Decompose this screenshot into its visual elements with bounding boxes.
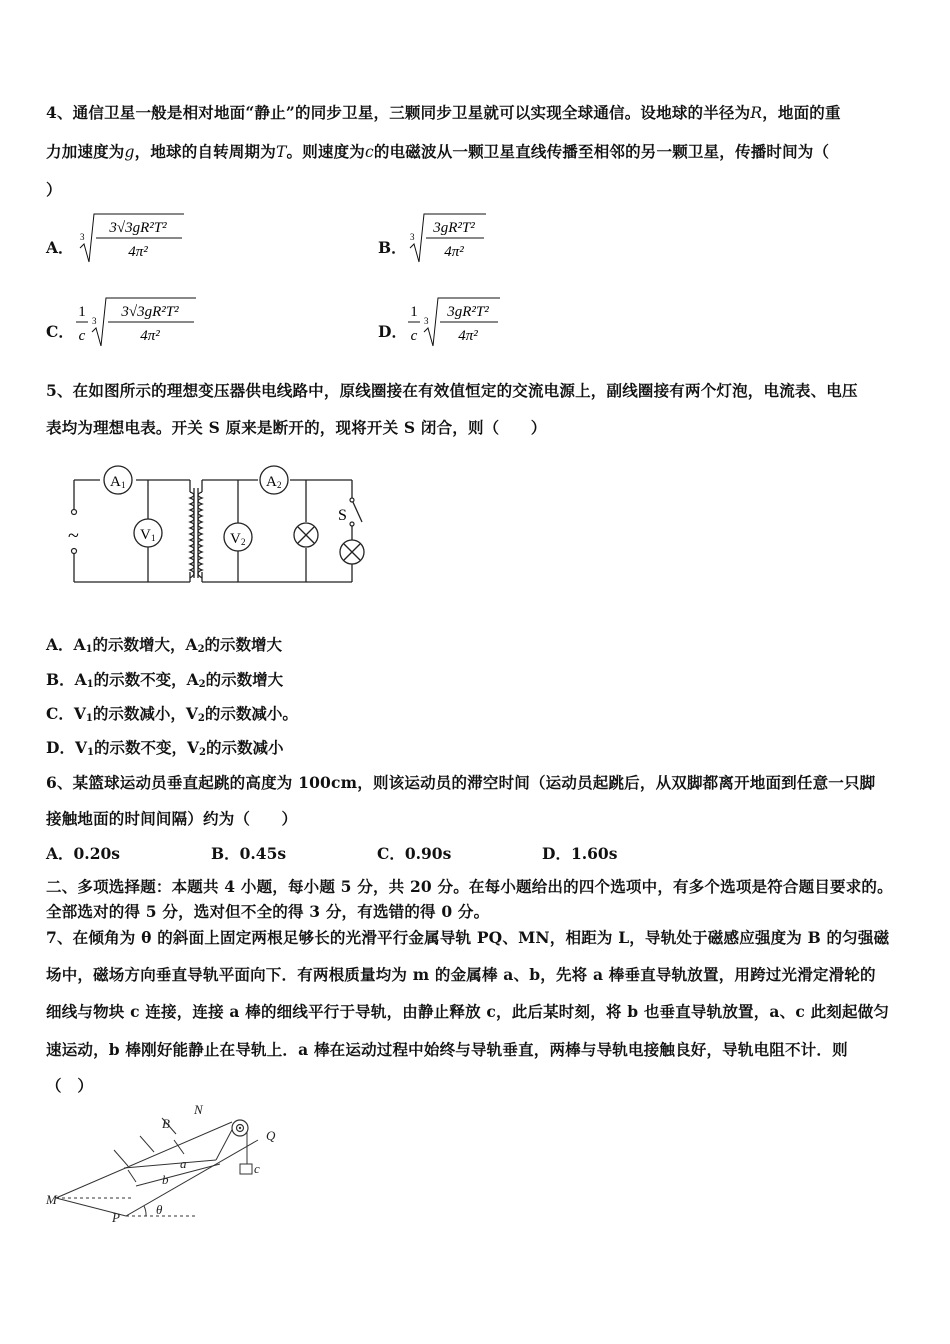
q5-a-sub1: 1	[85, 644, 93, 655]
q5-a-sub2: 2	[197, 644, 205, 655]
q4-text-2c: 。则速度为	[286, 142, 366, 161]
q5-a-1: A．A	[46, 635, 86, 654]
label-n: N	[194, 1102, 203, 1117]
label-q: Q	[266, 1128, 276, 1143]
q4-option-b-label: B．	[378, 238, 407, 257]
q7-incline-diagram	[44, 1100, 294, 1230]
q6-option-a: A．0.20s	[46, 844, 121, 863]
q4-a-denominator: 4π²	[128, 244, 148, 260]
q4-c-numerator: 3√3gR²T²	[121, 304, 179, 320]
q5-a-2: 的示数增大，A	[92, 635, 198, 654]
cube-index: 3	[424, 316, 429, 326]
q4-d-numerator: 3gR²T²	[447, 304, 489, 320]
q5-b-1: B．A	[46, 670, 87, 689]
q4-line-3: ）	[46, 180, 62, 199]
q5-option-d	[46, 736, 283, 758]
q6-line-1: 6、某篮球运动员垂直起跳的高度为 100cm，则该运动员的滞空时间（运动员起跳后，从双脚都离开地面到任意一只脚	[46, 773, 876, 792]
q4-a-numerator: 3√3gR²T²	[109, 220, 167, 236]
q7-line-1: 7、在倾角为 θ 的斜面上固定两根足够长的光滑平行金属导轨 PQ、MN，相距为 L，导轨处于磁感应强度为 B 的匀强磁	[46, 928, 890, 947]
q5-d-sub2: 2	[198, 747, 206, 758]
q4-option-a-formula	[76, 210, 186, 266]
q7-line-5: （ ）	[46, 1076, 94, 1095]
q4-option-d-label: D．	[378, 322, 407, 341]
block-c-icon	[240, 1164, 252, 1174]
q4-text-1-end: ，地面的重	[762, 103, 841, 122]
a1-sub: 1	[121, 480, 126, 490]
q4-option-d-formula	[406, 294, 506, 350]
v1-letter: V	[140, 527, 151, 543]
q6-option-c: C．0.90s	[377, 844, 452, 863]
ammeter-a2	[260, 466, 288, 494]
label-c: c	[254, 1161, 260, 1176]
q5-d-2: 的示数不变，V	[93, 738, 199, 757]
voltmeter-v1	[134, 519, 162, 547]
lamp-2-icon	[340, 540, 364, 564]
q7-line-3: 细线与物块 c 连接，连接 a 棒的细线平行于导轨，由静止释放 c，此后某时刻，将 b 也垂直导轨放置，a、c 此刻起做匀	[46, 1002, 890, 1021]
a2-sub: 2	[277, 480, 282, 490]
a2-letter: A	[266, 474, 277, 490]
q5-a-3: 的示数增大	[204, 635, 283, 654]
q4-c-denominator: 4π²	[140, 328, 160, 344]
q5-option-a	[46, 633, 282, 655]
q6-option-d: D．1.60s	[542, 844, 618, 863]
label-m: M	[46, 1192, 57, 1207]
q4-option-c-formula	[74, 294, 198, 350]
section2-line-1: 二、多项选择题：本题共 4 小题，每小题 5 分，共 20 分。在每小题给出的四个选项中，有多个选项是符合题目要求的。	[46, 877, 893, 896]
q7-line-2: 场中，磁场方向垂直导轨平面向下．有两根质量均为 m 的金属棒 a、b，先将 a 棒垂直导轨放置，用跨过光滑定滑轮的	[46, 965, 876, 984]
cube-index: 3	[80, 232, 85, 242]
label-b-field: B	[162, 1116, 170, 1131]
q4-var-g: g	[124, 143, 135, 161]
cube-index: 3	[92, 316, 97, 326]
q5-c-sub1: 1	[85, 713, 93, 724]
q5-b-3: 的示数增大	[205, 670, 284, 689]
q5-line-2: 表均为理想电表。开关 S 原来是断开的，现将开关 S 闭合，则（ ）	[46, 418, 547, 437]
voltmeter-v2	[224, 523, 252, 551]
q4-c-one: 1	[78, 304, 86, 320]
section2-line-2: 全部选对的得 5 分，选对但不全的得 3 分，有选错的得 0 分。	[46, 902, 490, 921]
pulley-icon	[232, 1120, 248, 1136]
q4-text-2a: 力加速度为	[46, 142, 125, 161]
q5-b-2: 的示数不变，A	[93, 670, 199, 689]
q5-b-sub1: 1	[86, 679, 94, 690]
q4-d-c: c	[410, 328, 418, 344]
lamp-1-icon	[294, 523, 318, 547]
v1-sub: 1	[151, 533, 156, 543]
q4-text-2b: ，地球的自转周期为	[134, 142, 276, 161]
label-p: P	[112, 1210, 120, 1225]
q5-d-sub1: 1	[86, 747, 94, 758]
q4-line-2	[46, 140, 829, 162]
q4-line-1	[46, 101, 841, 123]
cube-index: 3	[410, 232, 415, 242]
q5-b-sub2: 2	[198, 679, 206, 690]
ammeter-a1	[104, 466, 132, 494]
q5-option-c	[46, 702, 298, 724]
q4-text-1: 4、通信卫星一般是相对地面“静止”的同步卫星，三颗同步卫星就可以实现全球通信。设地球的半径为	[46, 103, 751, 122]
q4-text-2d: 的电磁波从一颗卫星直线传播至相邻的另一颗卫星，传播时间为（	[373, 142, 830, 161]
q5-circuit-diagram	[60, 462, 380, 592]
ac-source-icon: ~	[68, 525, 79, 547]
q4-c-c: c	[78, 328, 86, 344]
q4-option-b-formula	[406, 210, 496, 266]
q5-option-b	[46, 668, 283, 690]
q4-var-R: R	[750, 104, 763, 122]
label-a: a	[180, 1156, 187, 1171]
q5-d-3: 的示数减小	[205, 738, 284, 757]
q5-c-1: C．V	[46, 704, 86, 723]
q5-d-1: D．V	[46, 738, 87, 757]
q5-c-3: 的示数减小。	[204, 704, 298, 723]
v2-letter: V	[230, 531, 241, 547]
q4-option-c-label: C．	[46, 322, 74, 341]
q4-option-a-label: A．	[46, 238, 74, 257]
q4-d-denominator: 4π²	[458, 328, 478, 344]
q4-d-one: 1	[410, 304, 418, 320]
q6-line-2: 接触地面的时间间隔）约为（ ）	[46, 809, 298, 828]
q7-line-4: 速运动，b 棒刚好能静止在导轨上．a 棒在运动过程中始终与导轨垂直，两棒与导轨电接触良好，导轨电阻不计．则	[46, 1040, 848, 1059]
q5-c-sub2: 2	[197, 713, 205, 724]
q4-b-denominator: 4π²	[444, 244, 464, 260]
label-theta: θ	[156, 1202, 163, 1217]
a1-letter: A	[110, 474, 121, 490]
v2-sub: 2	[241, 537, 246, 547]
q6-option-b: B．0.45s	[211, 844, 287, 863]
switch-s-label: S	[338, 507, 347, 524]
q5-line-1: 5、在如图所示的理想变压器供电线路中，原线圈接在有效值恒定的交流电源上，副线圈接有两个灯泡，电流表、电压	[46, 381, 858, 400]
q5-c-2: 的示数减小，V	[92, 704, 198, 723]
q4-var-c: c	[365, 143, 374, 161]
q4-b-numerator: 3gR²T²	[433, 220, 475, 236]
label-b: b	[162, 1172, 169, 1187]
q4-var-T: T	[275, 143, 287, 161]
